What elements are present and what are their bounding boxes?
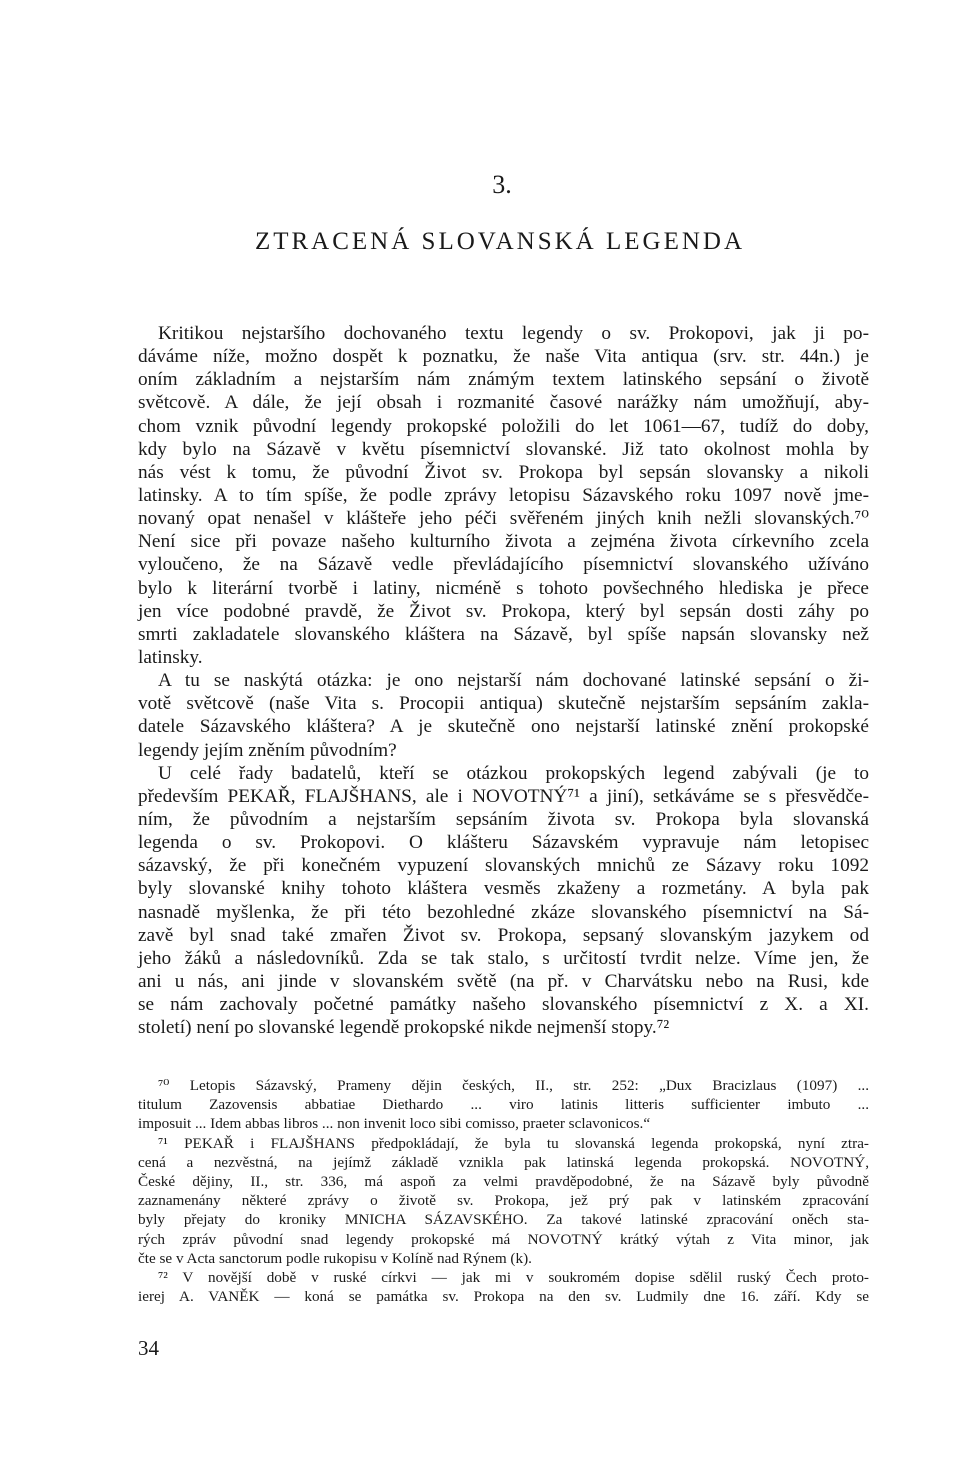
body-text — [138, 322, 869, 1039]
text-line: ním, že původním a nejstarším sepsáním života sv. Prokopa byla slovanská — [138, 808, 869, 830]
text-line: datele Sázavského kláštera? A je skutečně ono nejstarší latinské znění prokopské — [138, 716, 869, 738]
chapter-title: ZTRACENÁ SLOVANSKÁ LEGENDA — [254, 228, 746, 255]
text-line: Kritikou nejstaršího dochovaného textu legendy o sv. Prokopovi, jak ji po- — [158, 323, 869, 344]
text-line: latinsky. A to tím spíše, že podle zprávy letopisu Sázavského roku 1097 nově jme- — [138, 484, 869, 506]
footnote-line: titulum Zazovensis abbatiae Diethardo ... viro latinis litteris sufficienter imbuto ... — [138, 1096, 869, 1114]
text-line: vyloučeno, že na Sázavě vedle převládajícího písemnictví slovanského užíváno — [138, 554, 869, 576]
text-line: především PEKAŘ, FLAJŠHANS, ale i NOVOTNÝ⁷¹ a jiní), setkáváme se s přesvědče- — [138, 785, 869, 807]
text-line: oním základním a nejstarším nám známým textem latinského sepsání o životě — [138, 369, 869, 391]
footnote-line: ⁷² V novější době v ruské církvi — jak mi v soukromém dopise sdělil ruský Čech proto- — [158, 1268, 869, 1286]
text-line: ani u nás, ani jinde v slovanském světě (na př. v Charvátsku nebo na Rusi, kde — [138, 970, 869, 992]
footnote-line: zaznamenány některé zprávy o životě sv. Prokopa, jež prý pak v latinském zpracování — [138, 1192, 869, 1210]
footnote-line: České dějiny, II., str. 336, má aspoň za velmi pravděpodobné, že na Sázavě byly původně — [138, 1172, 869, 1190]
text-line: sázavský, že při konečném vypuzení slovanských mnichů ze Sázavy roku 1092 — [138, 855, 869, 877]
text-line: století) není po slovanské legendě prokopské nikde nejmenší stopy.⁷² — [138, 1017, 670, 1039]
footnote-line: ierej A. VANĚK — koná se památka sv. Prokopa na den sv. Ludmily dne 16. září. Kdy se — [138, 1288, 869, 1306]
text-line: kdy bylo na Sázavě v květu písemnictví slovanské. Již tato okolnost mohla by — [138, 438, 869, 460]
text-line: U celé řady badatelů, kteří se otázkou prokopských legend zabývali (je to — [158, 762, 869, 784]
footnote-line: imposuit ... Idem abbas libros ... non invenit loco sibi comisso, praeter sclavonicos.“ — [138, 1115, 651, 1133]
text-line: se nám zachovaly početné památky našeho slovanského písemnictví z X. a XI. — [138, 994, 869, 1016]
text-line: jeho žáků a následovníků. Zda se tak stalo, s určitostí tvrdit nelze. Víme jen, že — [138, 947, 869, 969]
text-line: dáváme níže, možno dospět k poznatku, že naše Vita antiqua (srv. str. 44n.) je — [138, 346, 869, 368]
text-line: chom vznik původní legendy prokopské položili do let 1061—67, tudíž do doby, — [138, 415, 869, 437]
text-line: jen více podobné pravdě, že Život sv. Prokopa, který byl sepsán dosti záhy po — [138, 600, 869, 622]
footnote-line: byly přejaty do kroniky MNICHA SÁZAVSKÉHO. Za takové latinské zpracování oněch sta- — [138, 1211, 869, 1229]
text-line: votě světcově (naše Vita s. Procopii antiqua) skutečně nejstarším sepsáním zakla- — [138, 693, 869, 715]
page-number: 34 — [138, 1336, 159, 1360]
text-line: novaný opat nenašel v klášteře jeho péči svěřeném jiných knih nežli slovanských.⁷⁰ — [138, 508, 869, 530]
text-line: nasnadě myšlenka, že při této bezohledné zkáze slovanského písemnictví na Sá- — [138, 901, 869, 923]
text-line: světcově. A dále, že její obsah i rozmanité časové narážky nám umožňují, aby- — [138, 392, 869, 414]
footnote-line: cená a nezvěstná, na jejímž základě vznikla pak latinská legenda prokopská. NOVOTNÝ, — [138, 1153, 869, 1171]
text-line: legendy jejím zněním původním? — [138, 739, 397, 761]
text-line: zavě byl snad také zmařen Život sv. Prokopa, sepsaný slovanským jazykem od — [138, 924, 869, 946]
text-line: nás vést k tomu, že původní Život sv. Prokopa byl sepsán slovansky a nikoli — [138, 461, 869, 483]
footnote-line: čte se v Acta sanctorum podle rukopisu v Kolíně nad Rýnem (k). — [138, 1249, 532, 1267]
footnote-line: rých zpráv původní snad legendy prokopské má NOVOTNÝ krátký výtah z Vita minor, jak — [138, 1230, 869, 1248]
text-line: A tu se naskýtá otázka: je ono nejstarší nám dochované latinské sepsání o ži- — [158, 670, 869, 692]
text-line: byly slovanské knihy tohoto kláštera vesměs zkaženy a rozmetány. A byla pak — [138, 878, 869, 900]
chapter-number: 3. — [492, 170, 512, 199]
text-line: legenda o sv. Prokopovi. O klášteru Sázavském vypravuje nám letopisec — [138, 832, 869, 854]
footnote-line: ⁷¹ PEKAŘ i FLAJŠHANS předpokládají, že byla tu slovanská legenda prokopská, nyní ztra- — [158, 1134, 869, 1152]
footnote-line: ⁷⁰ Letopis Sázavský, Prameny dějin českých, II., str. 252: „Dux Bracizlaus (1097) ... — [158, 1077, 869, 1094]
text-line: bylo k literární tvorbě i latiny, nicméně s tohoto povšechného hlediska je přece — [138, 577, 869, 599]
text-line: Není sice při povaze našeho kulturního života a zejména života církevního zcela — [138, 531, 869, 553]
text-line: latinsky. — [138, 646, 203, 668]
footnotes — [138, 1076, 869, 1306]
text-line: smrti zakladatele slovanského kláštera na Sázavě, byl spíše napsán slovansky než — [138, 623, 869, 645]
